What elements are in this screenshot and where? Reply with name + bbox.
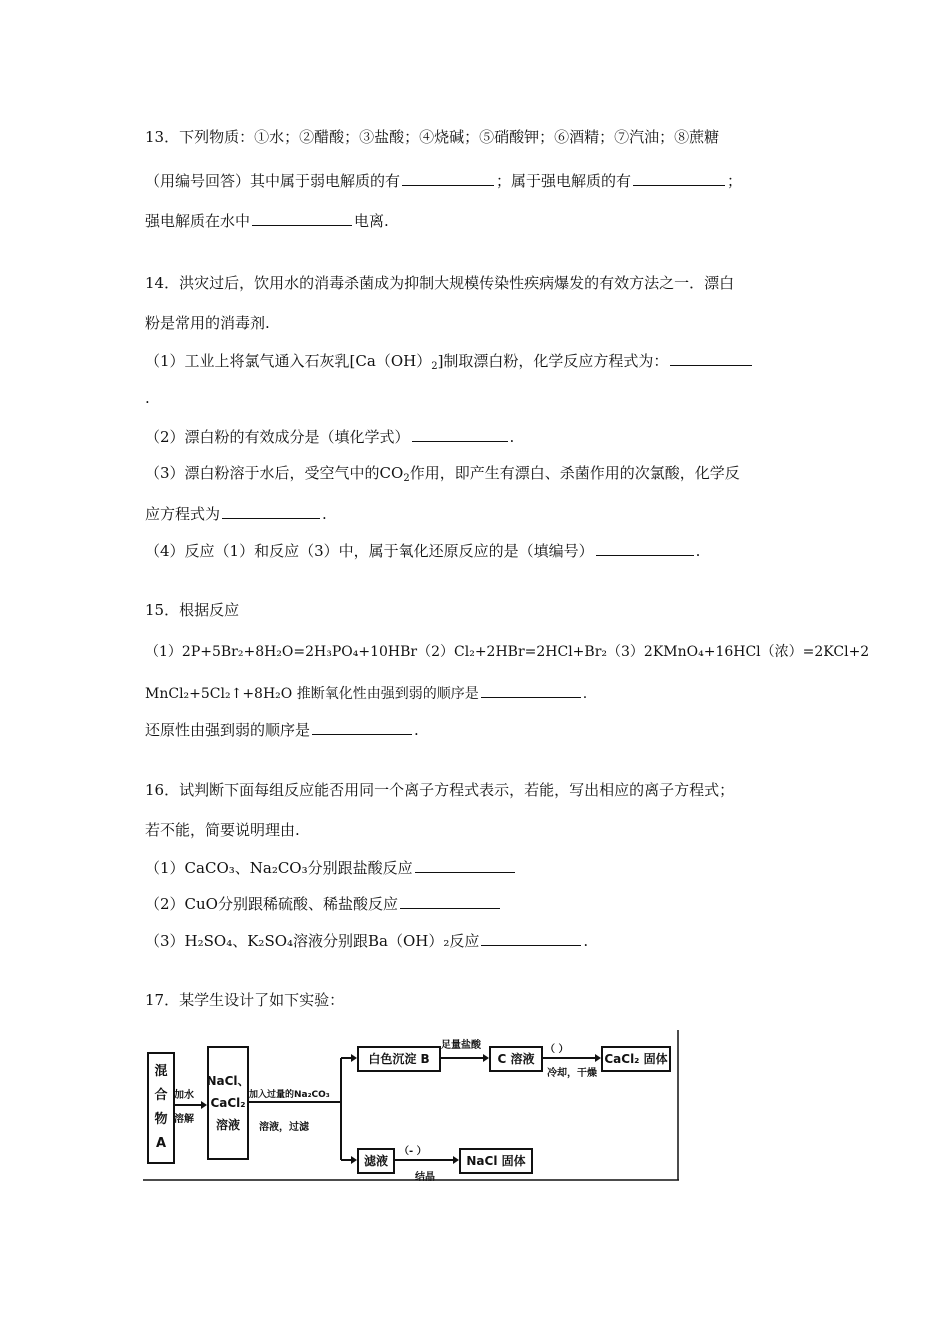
q15-line2: （1）2P+5Br₂+8H₂O=2H₃PO₄+10HBr（2）Cl₂+2HBr=2HCl+Br₂（3）2KMnO₄+16HCl（浓）=2KCl+2 <box>145 644 870 660</box>
q16-p3-text-a: （3）H₂SO₄、K₂SO₄溶液分别跟Ba（OH）₂反应 <box>145 932 480 950</box>
q14-part4 <box>145 540 700 561</box>
q14-p2-text-a: （2）漂白粉的有效成分是（填化学式） <box>145 428 410 446</box>
q14-p4-text-a: （4）反应（1）和反应（3）中，属于氧化还原反应的是（填编号） <box>145 542 594 560</box>
q15-line4 <box>145 719 419 740</box>
q13-text-b: ；属于强电解质的有 <box>496 172 632 190</box>
q13-text-e: 电离. <box>354 212 389 230</box>
q14-part3 <box>145 463 740 483</box>
q14-p2-text-b: . <box>509 428 515 446</box>
q14-p3-text-a: （3）漂白粉溶于水后，受空气中的CO <box>145 464 404 482</box>
q16-part2 <box>145 893 502 914</box>
q14-part1 <box>145 350 754 371</box>
q14-p1-text-a: （1）工业上将氯气通入石灰乳[Ca（OH） <box>145 352 432 370</box>
q14-p3-text-b: 作用，即产生有漂白、杀菌作用的次氯酸，化学反 <box>409 464 740 482</box>
q13-blank-ionize[interactable] <box>252 210 352 226</box>
q13-line2 <box>145 170 742 191</box>
q16-p3-text-b: . <box>583 932 589 950</box>
label-cool-dry: 冷却，干燥 <box>547 1068 597 1079</box>
box-filtrate: 滤液 <box>357 1148 395 1174</box>
solution-line-1: NaCl、 <box>206 1074 250 1088</box>
q15-text-a: MnCl₂+5Cl₂↑+8H₂O 推断氧化性由强到弱的顺序是 <box>145 686 479 702</box>
q16-part1 <box>145 857 517 878</box>
q14-part2 <box>145 426 514 447</box>
q13-text-a: （用编号回答）其中属于弱电解质的有 <box>145 172 401 190</box>
solution-line-3: 溶液 <box>215 1118 240 1132</box>
label-dissolve: 溶解 <box>174 1114 194 1125</box>
q14-line2: 粉是常用的消毒剂. <box>145 314 270 332</box>
box-a-char-2: 合 <box>154 1088 168 1103</box>
solution-line-2: CaCl₂ <box>210 1096 246 1110</box>
q14-part1-end: . <box>145 389 150 407</box>
q15-text-b: . <box>582 686 588 702</box>
q16-blank-2[interactable] <box>400 893 500 909</box>
label-crystallize: 结晶 <box>415 1172 435 1183</box>
q13-text-d: 强电解质在水中 <box>145 212 251 230</box>
box-c-solution: C 溶液 <box>489 1046 543 1072</box>
q13-text-c: ； <box>727 172 743 190</box>
q15-blank-reducing[interactable] <box>312 719 412 735</box>
q16-line2: 若不能，简要说明理由. <box>145 821 300 839</box>
q14-blank-3[interactable] <box>222 503 320 519</box>
experiment-flow-diagram <box>143 1030 679 1182</box>
q13-blank-weak[interactable] <box>402 170 494 186</box>
box-nacl-solid: NaCl 固体 <box>459 1148 533 1174</box>
label-add-na2co3: 加入过量的Na₂CO₃ <box>249 1090 330 1100</box>
q16-p2-text: （2）CuO分别跟稀硫酸、稀盐酸反应 <box>145 895 398 913</box>
q16-line1: 16．试判断下面每组反应能否用同一个离子方程式表示，若能，写出相应的离子方程式； <box>145 781 735 799</box>
q14-part3-cont <box>145 503 327 524</box>
label-excess-hcl: 足量盐酸 <box>441 1040 481 1051</box>
label-blank-operation: （ ） <box>545 1044 569 1055</box>
box-nacl-cacl2-solution <box>207 1046 249 1160</box>
q14-blank-4[interactable] <box>596 540 694 556</box>
box-white-precipitate-b: 白色沉淀 B <box>357 1046 441 1072</box>
box-a-char-3: 物 <box>154 1112 168 1127</box>
q14-p3-sub: 2 <box>403 473 410 484</box>
q15-line3 <box>145 682 587 704</box>
box-cacl2-solid: CaCl₂ 固体 <box>601 1046 671 1072</box>
q14-p3-text-d: . <box>322 505 327 523</box>
label-add-water: 加水 <box>174 1090 194 1101</box>
q15-blank-oxidizing[interactable] <box>481 682 581 698</box>
box-mixture-a <box>147 1052 175 1164</box>
q15-line1: 15．根据反应 <box>145 601 240 619</box>
q13-blank-strong[interactable] <box>633 170 725 186</box>
q17-line1: 17．某学生设计了如下实验： <box>145 991 345 1009</box>
q14-blank-1[interactable] <box>670 350 752 366</box>
q14-p1-text-b: ]制取漂白粉，化学反应方程式为： <box>437 352 669 370</box>
q14-p1-sub: 2 <box>431 361 438 372</box>
q16-blank-1[interactable] <box>415 857 515 873</box>
q15-text-d: . <box>414 721 419 739</box>
q14-blank-2[interactable] <box>412 426 508 442</box>
q14-line1: 14．洪灾过后，饮用水的消毒杀菌成为抑制大规模传染性疾病爆发的有效方法之一．漂白 <box>145 274 735 292</box>
q16-part3 <box>145 930 588 951</box>
box-a-char-4: A <box>155 1136 167 1151</box>
q13-line1: 13．下列物质：①水；②醋酸；③盐酸；④烧碱；⑤硝酸钾；⑥酒精；⑦汽油；⑧蔗糖 <box>145 128 720 146</box>
q16-blank-3[interactable] <box>481 930 581 946</box>
label-blank-operation-2: （- ） <box>399 1146 427 1157</box>
q14-p3-text-c: 应方程式为 <box>145 505 221 523</box>
q15-text-c: 还原性由强到弱的顺序是 <box>145 721 311 739</box>
q14-p4-text-b: . <box>695 542 701 560</box>
box-a-char-1: 混 <box>154 1064 168 1079</box>
q16-p1-text: （1）CaCO₃、Na₂CO₃分别跟盐酸反应 <box>145 859 413 877</box>
label-filter: 溶液，过滤 <box>259 1122 309 1133</box>
q13-line3 <box>145 210 389 231</box>
